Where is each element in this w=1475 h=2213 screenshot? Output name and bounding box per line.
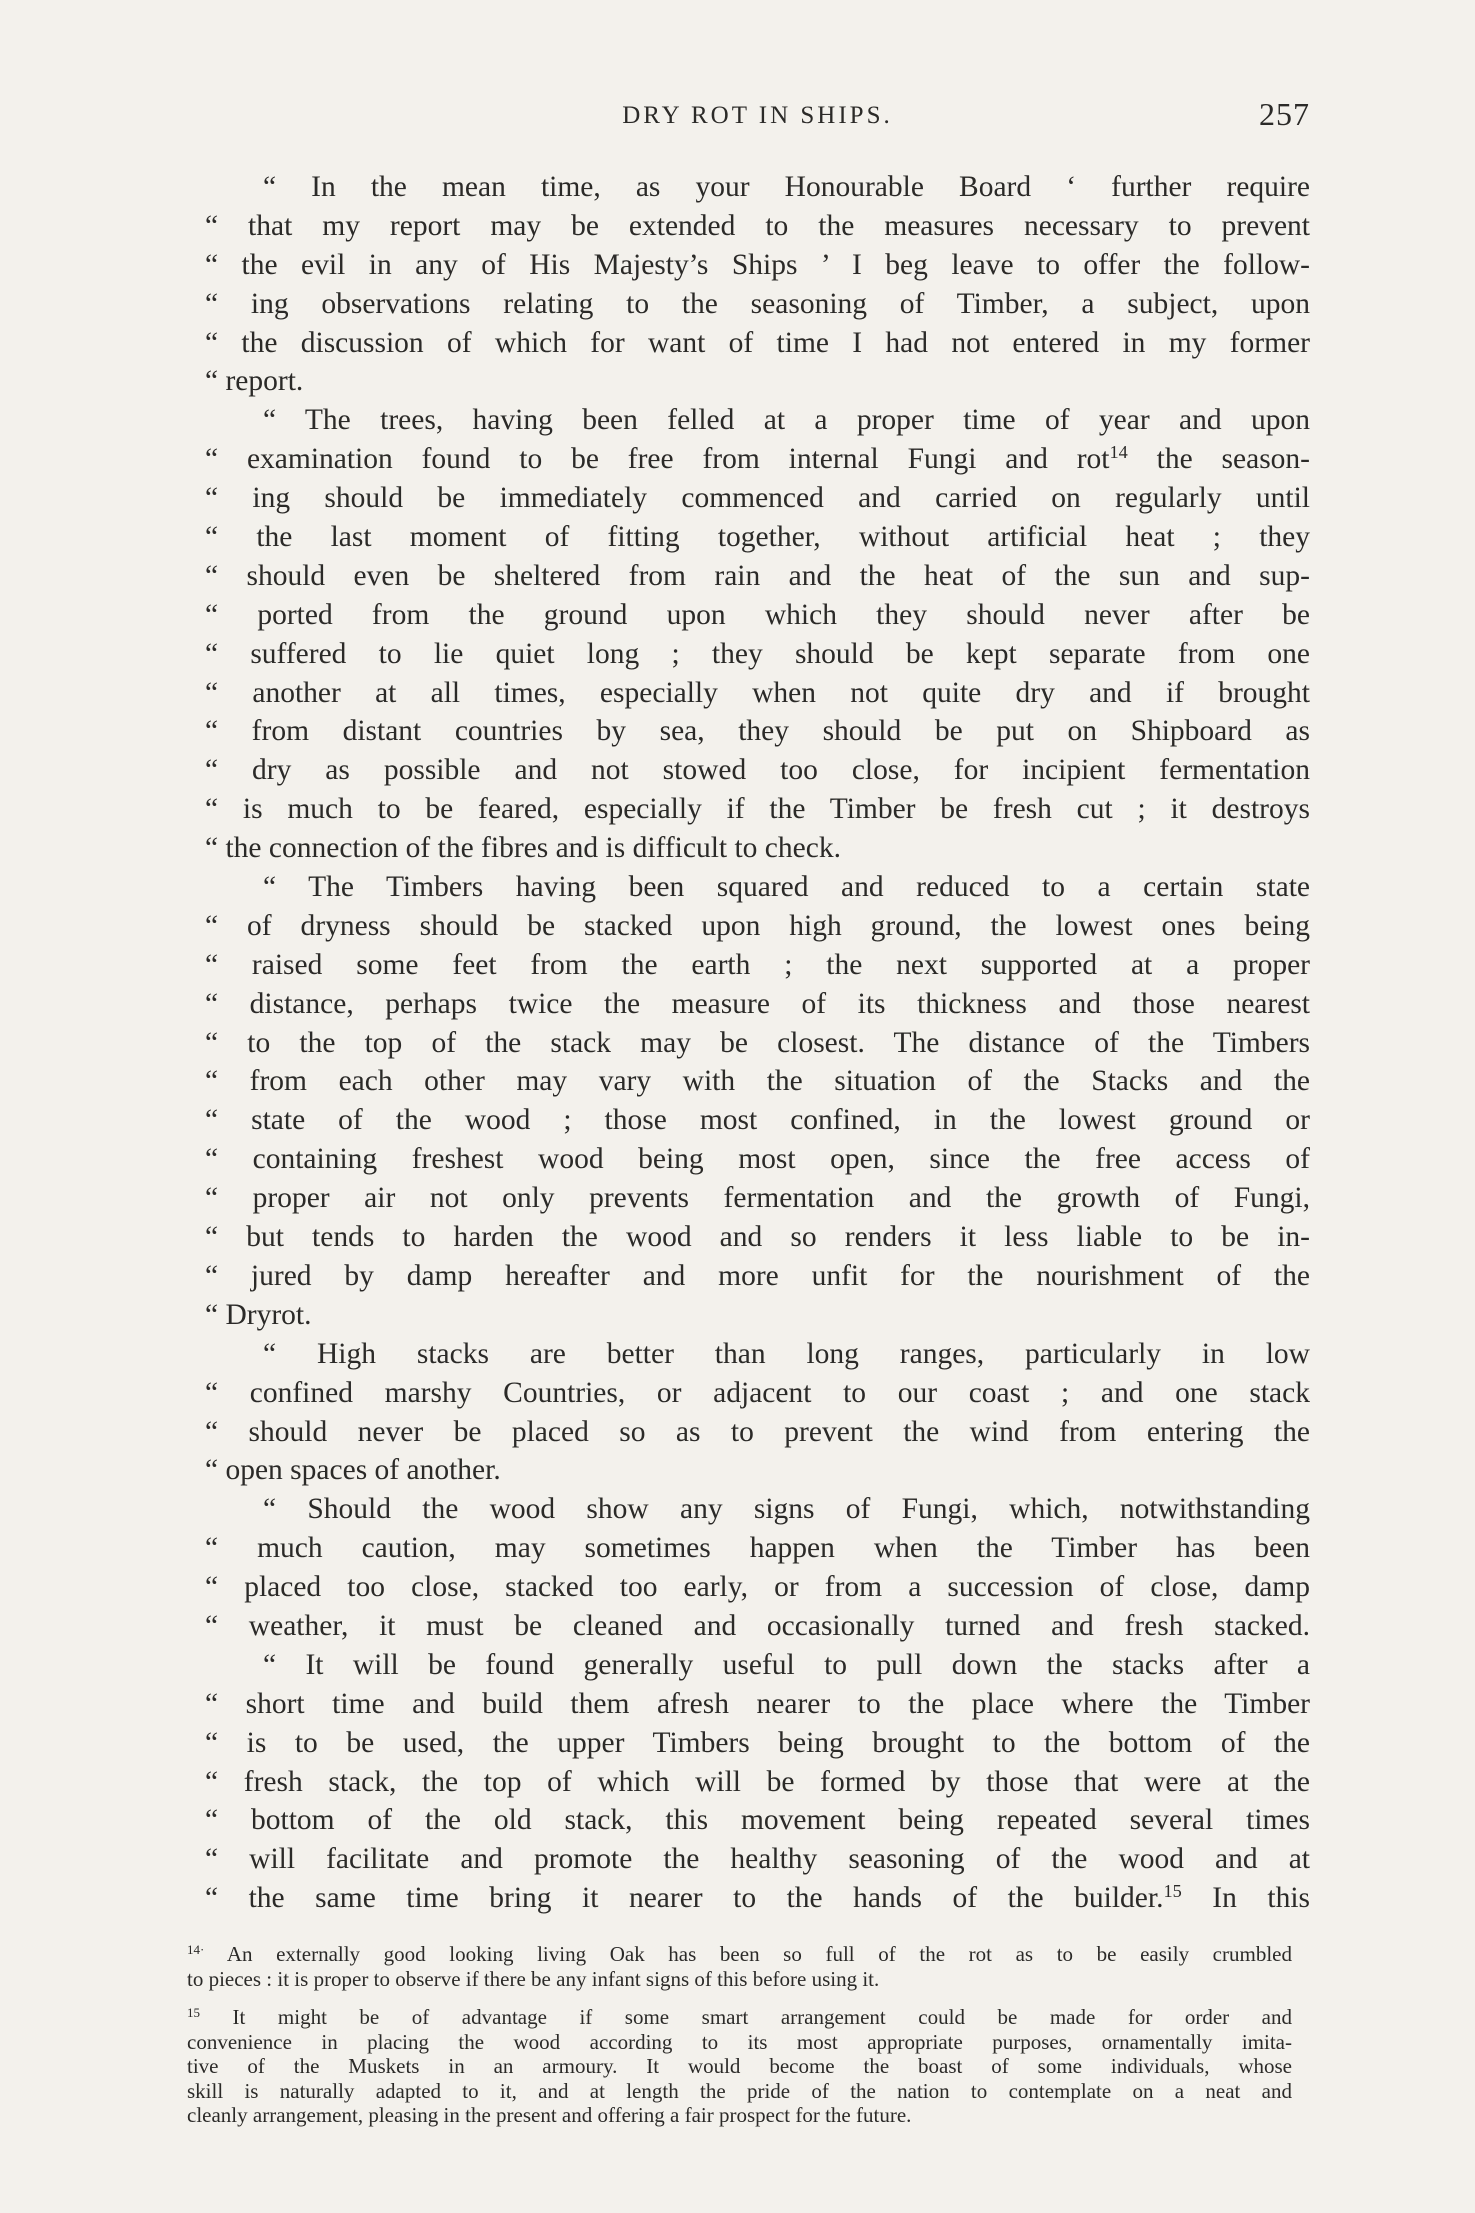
footnote-line: to pieces : it is proper to observe if there be any infant signs of this before using it. — [187, 1966, 880, 1991]
text-line: “ the evil in any of His Majesty’s Ships ’ I beg leave to offer the follow- — [205, 248, 1310, 281]
text-line: “ should never be placed so as to prevent the wind from entering the — [205, 1415, 1310, 1448]
text-line: “ It will be found generally useful to pull down the stacks after a — [263, 1648, 1310, 1681]
text-line: “ The trees, having been felled at a proper time of year and upon — [263, 404, 1310, 437]
footnote-14 — [187, 1942, 1292, 1991]
footnote-marker: 14· — [187, 1941, 205, 1957]
text-line: “ state of the wood ; those most confined, in the lowest ground or — [205, 1104, 1310, 1137]
footnote-line — [187, 2005, 1292, 2030]
text-segment: “ examination found to be free from internal Fungi and rot — [205, 443, 1110, 476]
footnote-gap — [187, 1991, 1292, 2005]
text-line: “ the connection of the fibres and is difficult to check. — [205, 832, 841, 865]
footnote-line: convenience in placing the wood according to its most appropriate purposes, ornamentally imita- — [187, 2029, 1292, 2054]
text-line: “ distance, perhaps twice the measure of its thickness and those nearest — [205, 987, 1310, 1020]
text-line: “ ing observations relating to the seasoning of Timber, a subject, upon — [205, 287, 1310, 320]
text-line: “ jured by damp hereafter and more unfit for the nourishment of the — [205, 1259, 1310, 1292]
footnote-marker: 15 — [187, 2004, 201, 2020]
paragraph — [205, 868, 1310, 1335]
page-header — [205, 96, 1310, 140]
text-segment: An externally good looking living Oak has been so full of the rot as to be easily crumbled — [204, 1942, 1292, 1966]
text-segment: the season- — [1127, 443, 1311, 476]
text-line: “ report. — [205, 365, 304, 398]
page-number: 257 — [1259, 96, 1310, 132]
footnote-15 — [187, 2005, 1292, 2128]
text-segment: In this — [1181, 1882, 1310, 1915]
text-line: “ dry as possible and not stowed too close, for incipient fermentation — [205, 754, 1310, 787]
text-line: “ of dryness should be stacked upon high ground, the lowest ones being — [205, 909, 1310, 942]
text-line — [205, 1879, 1310, 1918]
text-line: “ suffered to lie quiet long ; they should be kept separate from one — [205, 637, 1310, 670]
paragraph — [205, 401, 1310, 868]
text-line: “ containing freshest wood being most open, since the free access of — [205, 1143, 1310, 1176]
footnote-ref-15[interactable]: 15 — [1163, 1881, 1182, 1902]
text-line: “ raised some feet from the earth ; the next supported at a proper — [205, 948, 1310, 981]
footnote-line: tive of the Muskets in an armoury. It would become the boast of some individuals, whose — [187, 2054, 1292, 2078]
text-line: “ ing should be immediately commenced and carried on regularly until — [205, 482, 1310, 515]
footnote-line: skill is naturally adapted to it, and at length the pride of the nation to contemplate on a neat and — [187, 2078, 1292, 2103]
footnote-line: cleanly arrangement, pleasing in the present and offering a fair prospect for the future. — [187, 2103, 912, 2127]
text-line: “ is to be used, the upper Timbers being brought to the bottom of the — [205, 1726, 1310, 1759]
text-line: “ ported from the ground upon which they should never after be — [205, 598, 1310, 631]
text-line: “ bottom of the old stack, this movement being repeated several times — [205, 1804, 1310, 1837]
text-line: “ High stacks are better than long ranges, particularly in low — [263, 1337, 1310, 1370]
text-line: “ short time and build them afresh nearer to the place where the Timber — [205, 1687, 1310, 1720]
text-line: “ Should the wood show any signs of Fungi, which, notwithstanding — [263, 1493, 1310, 1526]
text-line: “ Dryrot. — [205, 1298, 312, 1331]
text-line: “ In the mean time, as your Honourable Board ‘ further require — [263, 171, 1310, 203]
text-line: “ open spaces of another. — [205, 1454, 501, 1487]
text-segment: It might be of advantage if some smart arrangement could be made for order and — [200, 2005, 1292, 2029]
text-line: “ confined marshy Countries, or adjacent to our coast ; and one stack — [205, 1376, 1310, 1409]
paragraph — [205, 168, 1310, 401]
paragraph — [205, 1646, 1310, 1918]
footnote-ref-14[interactable]: 14 — [1109, 442, 1128, 463]
text-line: “ proper air not only prevents fermentation and the growth of Fungi, — [205, 1182, 1310, 1215]
text-line: “ but tends to harden the wood and so renders it less liable to be in- — [205, 1221, 1310, 1254]
text-segment: “ the same time bring it nearer to the hands of the builder. — [205, 1882, 1164, 1915]
text-line: “ from distant countries by sea, they should be put on Shipboard as — [205, 715, 1310, 748]
text-line: “ that my report may be extended to the measures necessary to prevent — [205, 209, 1310, 242]
text-line: “ the discussion of which for want of time I had not entered in my former — [205, 326, 1310, 359]
text-line: “ another at all times, especially when not quite dry and if brought — [205, 676, 1310, 709]
text-line: “ will facilitate and promote the healthy seasoning of the wood and at — [205, 1843, 1310, 1876]
text-line: “ placed too close, stacked too early, or from a succession of close, damp — [205, 1571, 1310, 1604]
text-line: “ much caution, may sometimes happen when the Timber has been — [205, 1532, 1310, 1565]
text-line: “ should even be sheltered from rain and the heat of the sun and sup- — [205, 559, 1310, 592]
text-line: “ from each other may vary with the situation of the Stacks and the — [205, 1065, 1310, 1098]
body-text — [205, 168, 1310, 1918]
text-line: “ weather, it must be cleaned and occasionally turned and fresh stacked. — [205, 1609, 1310, 1642]
running-head: DRY ROT IN SHIPS. — [622, 102, 893, 129]
text-line — [205, 440, 1310, 479]
paragraph — [205, 1490, 1310, 1646]
text-line: “ is much to be feared, especially if the Timber be fresh cut ; it destroys — [205, 793, 1310, 826]
text-line: “ the last moment of fitting together, without artificial heat ; they — [205, 521, 1310, 554]
footnote-line — [187, 1942, 1292, 1967]
text-line: “ to the top of the stack may be closest. The distance of the Timbers — [205, 1026, 1310, 1059]
footnotes — [187, 1942, 1292, 2128]
paragraph — [205, 1335, 1310, 1491]
text-line: “ The Timbers having been squared and reduced to a certain state — [263, 871, 1310, 904]
text-line: “ fresh stack, the top of which will be formed by those that were at the — [205, 1765, 1310, 1798]
